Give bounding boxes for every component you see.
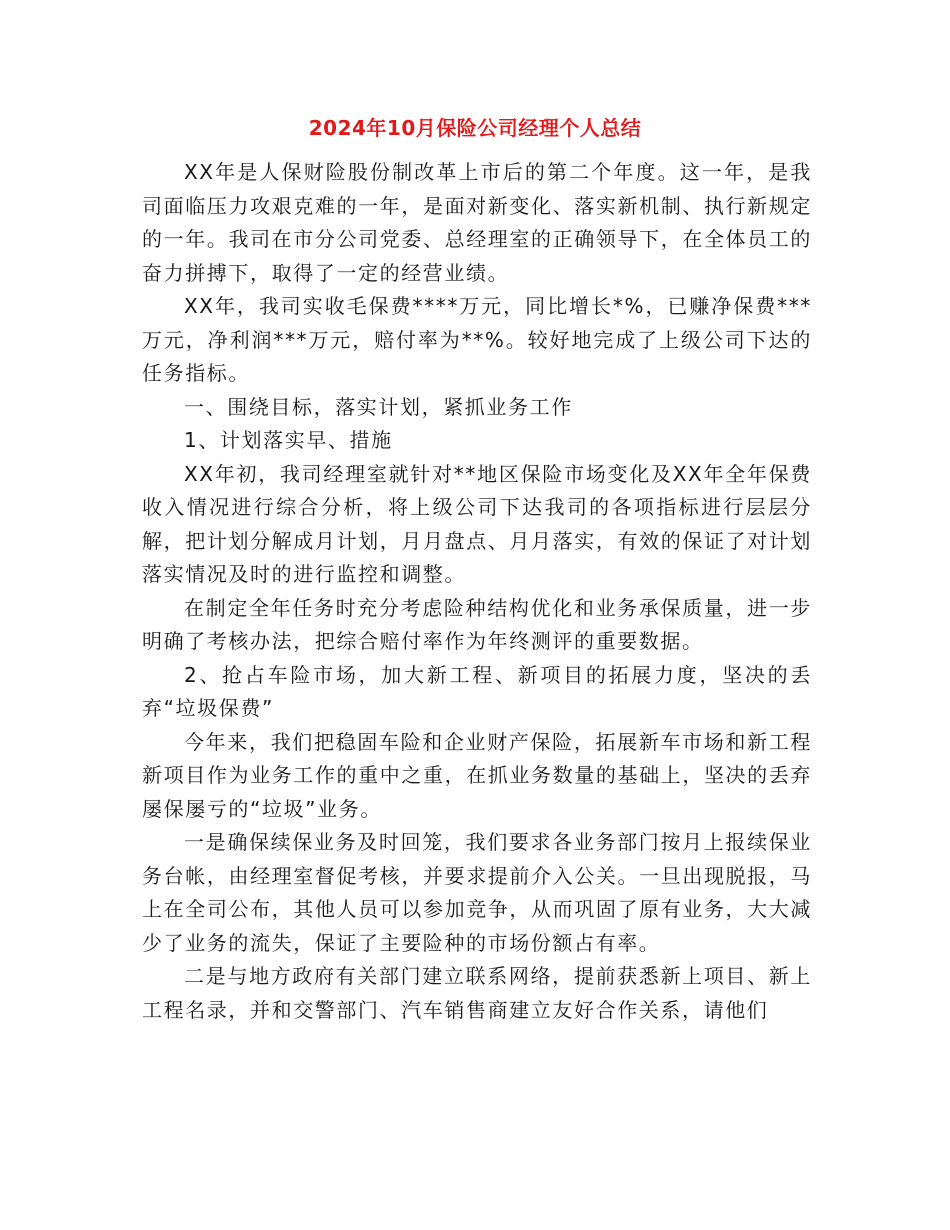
paragraph-renewal: 一是确保续保业务及时回笼，我们要求各业务部门按月上报续保业务台帐，由经理室督促考核，并要求提前介入公关。一旦出现脱报，马上在全司公布，其他人员可以参加竞争，从而巩固了原有业务，大大减少了业务的流失，保证了主要险种的市场份额占有率。	[142, 830, 812, 955]
paragraph-network: 二是与地方政府有关部门建立联系网络，提前获悉新上项目、新上工程名录，并和交警部门、汽车销售商建立友好合作关系，请他们	[142, 964, 812, 1022]
paragraph-results: XX年，我司实收毛保费****万元，同比增长*%，已赚净保费***万元，净利润***万元，赔付率为**%。较好地完成了上级公司下达的任务指标。	[142, 294, 812, 385]
document-title: 2024年10月保险公司经理个人总结	[308, 116, 642, 140]
paragraph-assessment: 在制定全年任务时充分考虑险种结构优化和业务承保质量，进一步明确了考核办法，把综合赔付率作为年终测评的重要数据。	[142, 595, 812, 653]
paragraph-intro: XX年是人保财险股份制改革上市后的第二个年度。这一年，是我司面临压力攻艰克难的一年，是面对新变化、落实新机制、执行新规定的一年。我司在市分公司党委、总经理室的正确领导下，在全体员工的奋力拼搏下，取得了一定的经营业绩。	[142, 160, 812, 285]
section-heading-1: 一、围绕目标，落实计划，紧抓业务工作	[184, 394, 573, 419]
paragraph-market: 今年来，我们把稳固车险和企业财产保险，拓展新车市场和新工程新项目作为业务工作的重中之重，在抓业务数量的基础上，坚决的丢弃屡保屡亏的“垃圾”业务。	[142, 729, 812, 821]
document-body	[142, 156, 812, 1027]
paragraph-plan: XX年初，我司经理室就针对**地区保险市场变化及XX年全年保费收入情况进行综合分析，将上级公司下达我司的各项指标进行层层分解，把计划分解成月计划，月月盘点、月月落实，有效的保证了对计划落实情况及时的进行监控和调整。	[142, 461, 812, 586]
subheading-1: 1、计划落实早、措施	[184, 428, 393, 452]
subheading-2: 2、抢占车险市场，加大新工程、新项目的拓展力度，坚决的丢弃“垃圾保费”	[142, 662, 812, 720]
